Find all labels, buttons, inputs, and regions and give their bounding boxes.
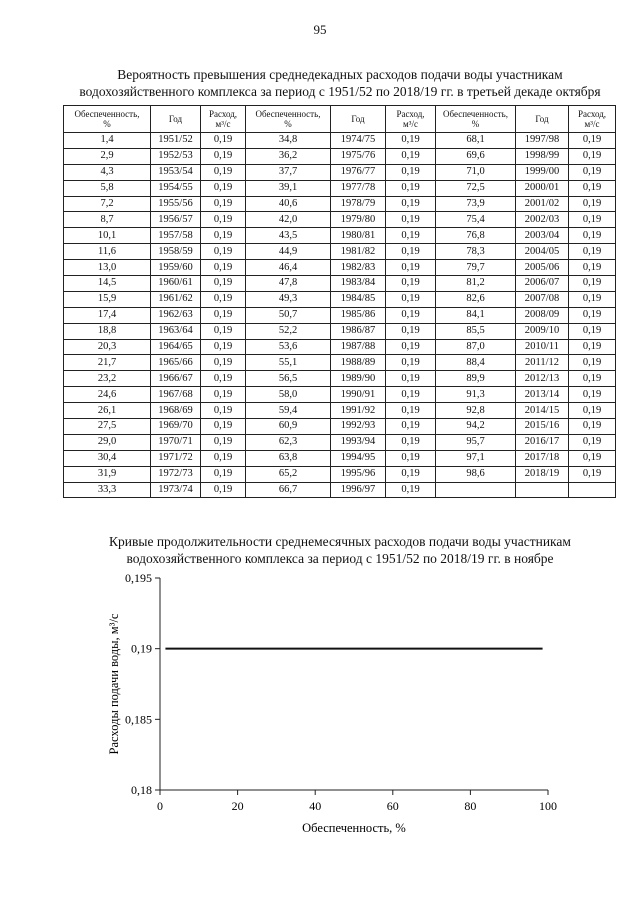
table-cell: 0,19 bbox=[569, 450, 616, 466]
table-cell: 1987/88 bbox=[331, 339, 386, 355]
column-header-line: Обеспеченность, bbox=[443, 109, 508, 119]
table-cell: 33,3 bbox=[64, 482, 151, 498]
table-cell: 1954/55 bbox=[151, 180, 201, 196]
table-row bbox=[64, 419, 616, 435]
table-cell: 68,1 bbox=[436, 133, 516, 149]
table-cell: 2006/07 bbox=[516, 276, 569, 292]
table-cell: 26,1 bbox=[64, 403, 151, 419]
table-cell bbox=[569, 482, 616, 498]
y-tick-label: 0,19 bbox=[131, 641, 152, 656]
column-header bbox=[386, 106, 436, 133]
table-cell: 0,19 bbox=[386, 260, 436, 276]
table-cell: 0,19 bbox=[201, 323, 246, 339]
table-cell: 2,9 bbox=[64, 148, 151, 164]
table-cell: 1963/64 bbox=[151, 323, 201, 339]
y-tick-label: 0,18 bbox=[131, 783, 152, 797]
table-cell: 1997/98 bbox=[516, 133, 569, 149]
table-cell: 0,19 bbox=[386, 291, 436, 307]
table-cell: 0,19 bbox=[386, 466, 436, 482]
table-cell bbox=[436, 482, 516, 498]
table-cell: 0,19 bbox=[569, 403, 616, 419]
table-row bbox=[64, 323, 616, 339]
table-cell: 0,19 bbox=[201, 212, 246, 228]
table-cell: 0,19 bbox=[569, 291, 616, 307]
table-cell: 0,19 bbox=[201, 434, 246, 450]
table-cell: 1999/00 bbox=[516, 164, 569, 180]
table-cell: 0,19 bbox=[569, 180, 616, 196]
table-cell: 2001/02 bbox=[516, 196, 569, 212]
table-cell: 1972/73 bbox=[151, 466, 201, 482]
table-cell: 21,7 bbox=[64, 355, 151, 371]
table-cell: 1984/85 bbox=[331, 291, 386, 307]
table-cell: 52,2 bbox=[246, 323, 331, 339]
table-cell: 1973/74 bbox=[151, 482, 201, 498]
table-cell: 0,19 bbox=[386, 196, 436, 212]
table-cell: 81,2 bbox=[436, 276, 516, 292]
table-row bbox=[64, 260, 616, 276]
table-title-line-2: водохозяйственного комплекса за период с 1951/52 по 2018/19 гг. в третьей декаде октября bbox=[79, 84, 601, 99]
table-row bbox=[64, 434, 616, 450]
table-cell: 2010/11 bbox=[516, 339, 569, 355]
table-cell: 1980/81 bbox=[331, 228, 386, 244]
table-cell: 85,5 bbox=[436, 323, 516, 339]
table-cell: 0,19 bbox=[386, 450, 436, 466]
table-cell: 2000/01 bbox=[516, 180, 569, 196]
table-cell: 2014/15 bbox=[516, 403, 569, 419]
table-cell: 2009/10 bbox=[516, 323, 569, 339]
table-row bbox=[64, 466, 616, 482]
table-cell: 94,2 bbox=[436, 419, 516, 435]
table-cell: 0,19 bbox=[569, 276, 616, 292]
x-tick-label: 40 bbox=[309, 799, 322, 813]
table-cell: 1983/84 bbox=[331, 276, 386, 292]
table-cell: 37,7 bbox=[246, 164, 331, 180]
table-cell: 0,19 bbox=[569, 307, 616, 323]
table-cell: 0,19 bbox=[201, 450, 246, 466]
table-cell: 0,19 bbox=[201, 291, 246, 307]
table-cell: 29,0 bbox=[64, 434, 151, 450]
table-cell: 1998/99 bbox=[516, 148, 569, 164]
table-cell: 0,19 bbox=[569, 244, 616, 260]
chart-title bbox=[60, 533, 620, 567]
table-cell: 1996/97 bbox=[331, 482, 386, 498]
table-cell: 0,19 bbox=[386, 148, 436, 164]
table-row bbox=[64, 482, 616, 498]
table-cell: 0,19 bbox=[569, 260, 616, 276]
table-cell: 1958/59 bbox=[151, 244, 201, 260]
table-cell: 2013/14 bbox=[516, 387, 569, 403]
table-cell: 20,3 bbox=[64, 339, 151, 355]
table-row bbox=[64, 133, 616, 149]
table-cell: 0,19 bbox=[201, 371, 246, 387]
table-cell: 0,19 bbox=[569, 371, 616, 387]
table-cell: 0,19 bbox=[386, 339, 436, 355]
column-header bbox=[436, 106, 516, 133]
table-cell: 11,6 bbox=[64, 244, 151, 260]
table-title bbox=[60, 66, 620, 100]
column-header-unit: м³/с bbox=[584, 119, 600, 129]
table-cell: 0,19 bbox=[201, 307, 246, 323]
table-cell: 92,8 bbox=[436, 403, 516, 419]
table-row bbox=[64, 148, 616, 164]
table-cell: 58,0 bbox=[246, 387, 331, 403]
table-cell: 42,0 bbox=[246, 212, 331, 228]
table-cell: 0,19 bbox=[569, 339, 616, 355]
table-cell: 0,19 bbox=[386, 307, 436, 323]
table-row bbox=[64, 164, 616, 180]
duration-curve-chart bbox=[0, 565, 640, 840]
table-cell: 10,1 bbox=[64, 228, 151, 244]
column-header bbox=[151, 106, 201, 133]
table-row bbox=[64, 212, 616, 228]
table-cell: 1957/58 bbox=[151, 228, 201, 244]
table-cell: 0,19 bbox=[201, 419, 246, 435]
table-cell: 1977/78 bbox=[331, 180, 386, 196]
table-cell: 2016/17 bbox=[516, 434, 569, 450]
table-cell: 66,7 bbox=[246, 482, 331, 498]
table-cell: 30,4 bbox=[64, 450, 151, 466]
table-cell: 40,6 bbox=[246, 196, 331, 212]
table-row bbox=[64, 196, 616, 212]
table-cell: 2007/08 bbox=[516, 291, 569, 307]
table-cell: 0,19 bbox=[569, 196, 616, 212]
table-cell: 47,8 bbox=[246, 276, 331, 292]
x-tick-label: 60 bbox=[386, 799, 399, 813]
table-cell: 2004/05 bbox=[516, 244, 569, 260]
table-cell: 88,4 bbox=[436, 355, 516, 371]
table-cell: 1979/80 bbox=[331, 212, 386, 228]
table-row bbox=[64, 450, 616, 466]
table-cell: 0,19 bbox=[386, 133, 436, 149]
table-cell: 44,9 bbox=[246, 244, 331, 260]
table-cell: 1956/57 bbox=[151, 212, 201, 228]
table-cell: 1951/52 bbox=[151, 133, 201, 149]
table-cell: 1952/53 bbox=[151, 148, 201, 164]
table-cell: 0,19 bbox=[569, 323, 616, 339]
table-cell: 1962/63 bbox=[151, 307, 201, 323]
table-cell: 97,1 bbox=[436, 450, 516, 466]
table-cell: 0,19 bbox=[569, 228, 616, 244]
table-cell: 63,8 bbox=[246, 450, 331, 466]
table-cell: 1966/67 bbox=[151, 371, 201, 387]
column-header bbox=[331, 106, 386, 133]
table-cell: 1965/66 bbox=[151, 355, 201, 371]
x-tick-label: 100 bbox=[539, 799, 557, 813]
table-cell: 0,19 bbox=[386, 276, 436, 292]
table-cell: 0,19 bbox=[569, 133, 616, 149]
table-cell: 0,19 bbox=[386, 180, 436, 196]
column-header bbox=[64, 106, 151, 133]
table-cell: 0,19 bbox=[201, 260, 246, 276]
table-cell: 0,19 bbox=[569, 212, 616, 228]
x-axis-label: Обеспеченность, % bbox=[302, 821, 406, 835]
y-tick-label: 0,195 bbox=[125, 571, 152, 585]
table-cell: 72,5 bbox=[436, 180, 516, 196]
column-header-line: Расход, bbox=[396, 109, 425, 119]
table-row bbox=[64, 339, 616, 355]
table-cell: 0,19 bbox=[386, 419, 436, 435]
table-cell: 0,19 bbox=[386, 482, 436, 498]
table-cell: 95,7 bbox=[436, 434, 516, 450]
column-header-unit: % bbox=[103, 119, 111, 129]
table-cell: 1993/94 bbox=[331, 434, 386, 450]
column-header-line: Год bbox=[351, 114, 365, 124]
table-cell: 0,19 bbox=[201, 196, 246, 212]
table-cell: 1985/86 bbox=[331, 307, 386, 323]
table-cell: 1,4 bbox=[64, 133, 151, 149]
table-cell: 0,19 bbox=[201, 228, 246, 244]
column-header-unit: % bbox=[284, 119, 292, 129]
table-cell: 69,6 bbox=[436, 148, 516, 164]
table-cell: 0,19 bbox=[386, 434, 436, 450]
table-cell: 1964/65 bbox=[151, 339, 201, 355]
table-cell: 13,0 bbox=[64, 260, 151, 276]
table-cell: 1992/93 bbox=[331, 419, 386, 435]
table-cell: 0,19 bbox=[201, 355, 246, 371]
table-cell: 55,1 bbox=[246, 355, 331, 371]
table-cell: 0,19 bbox=[569, 466, 616, 482]
table-row bbox=[64, 276, 616, 292]
table-cell: 2018/19 bbox=[516, 466, 569, 482]
table-cell: 50,7 bbox=[246, 307, 331, 323]
table-row bbox=[64, 244, 616, 260]
table-cell: 1982/83 bbox=[331, 260, 386, 276]
table-row bbox=[64, 307, 616, 323]
table-cell: 0,19 bbox=[386, 403, 436, 419]
column-header-line: Год bbox=[168, 114, 183, 124]
x-tick-label: 20 bbox=[231, 799, 244, 813]
table-cell: 1955/56 bbox=[151, 196, 201, 212]
table-cell: 0,19 bbox=[386, 355, 436, 371]
table-cell: 1994/95 bbox=[331, 450, 386, 466]
table-cell: 0,19 bbox=[201, 276, 246, 292]
table-cell: 1991/92 bbox=[331, 403, 386, 419]
table-cell: 2015/16 bbox=[516, 419, 569, 435]
table-cell: 1961/62 bbox=[151, 291, 201, 307]
table-cell: 23,2 bbox=[64, 371, 151, 387]
y-axis-label: Расходы подачи воды, м³/с bbox=[107, 613, 121, 755]
table-cell: 76,8 bbox=[436, 228, 516, 244]
table-cell: 0,19 bbox=[386, 164, 436, 180]
table-cell: 1969/70 bbox=[151, 419, 201, 435]
table-cell: 1968/69 bbox=[151, 403, 201, 419]
table-cell: 91,3 bbox=[436, 387, 516, 403]
table-cell: 18,8 bbox=[64, 323, 151, 339]
table-cell: 2012/13 bbox=[516, 371, 569, 387]
table-cell: 98,6 bbox=[436, 466, 516, 482]
table-cell: 60,9 bbox=[246, 419, 331, 435]
table-cell: 7,2 bbox=[64, 196, 151, 212]
table-cell: 0,19 bbox=[386, 212, 436, 228]
table-row bbox=[64, 387, 616, 403]
column-header-line: Обеспеченность, bbox=[74, 109, 140, 119]
table-cell: 46,4 bbox=[246, 260, 331, 276]
table-cell: 1981/82 bbox=[331, 244, 386, 260]
table-cell: 59,4 bbox=[246, 403, 331, 419]
table-cell: 79,7 bbox=[436, 260, 516, 276]
table-cell: 2003/04 bbox=[516, 228, 569, 244]
table-cell: 75,4 bbox=[436, 212, 516, 228]
table-row bbox=[64, 355, 616, 371]
column-header-unit: м³/с bbox=[215, 119, 231, 129]
table-cell: 36,2 bbox=[246, 148, 331, 164]
y-tick-label: 0,185 bbox=[125, 712, 152, 727]
table-cell: 0,19 bbox=[569, 148, 616, 164]
table-cell: 0,19 bbox=[201, 482, 246, 498]
column-header bbox=[246, 106, 331, 133]
table-row bbox=[64, 371, 616, 387]
table-cell: 0,19 bbox=[386, 228, 436, 244]
table-cell: 1974/75 bbox=[331, 133, 386, 149]
column-header-line: Год bbox=[535, 114, 549, 124]
table-cell: 17,4 bbox=[64, 307, 151, 323]
table-cell: 1971/72 bbox=[151, 450, 201, 466]
table-cell: 0,19 bbox=[201, 466, 246, 482]
table-cell: 0,19 bbox=[386, 371, 436, 387]
table-cell: 0,19 bbox=[201, 180, 246, 196]
table-cell: 0,19 bbox=[569, 355, 616, 371]
table-cell: 43,5 bbox=[246, 228, 331, 244]
column-header-unit: м³/с bbox=[403, 119, 418, 129]
table-cell: 71,0 bbox=[436, 164, 516, 180]
x-tick-label: 0 bbox=[157, 799, 163, 813]
table-cell: 0,19 bbox=[569, 419, 616, 435]
table-cell: 73,9 bbox=[436, 196, 516, 212]
table-cell: 0,19 bbox=[569, 164, 616, 180]
table-cell: 62,3 bbox=[246, 434, 331, 450]
table-cell: 1978/79 bbox=[331, 196, 386, 212]
table-cell: 31,9 bbox=[64, 466, 151, 482]
table-cell: 0,19 bbox=[201, 244, 246, 260]
chart-title-line-2: водохозяйственного комплекса за период с 1951/52 по 2018/19 гг. в ноябре bbox=[126, 551, 554, 566]
probability-table bbox=[63, 105, 616, 498]
table-cell: 0,19 bbox=[386, 323, 436, 339]
table-cell: 56,5 bbox=[246, 371, 331, 387]
table-cell: 2005/06 bbox=[516, 260, 569, 276]
table-cell: 84,1 bbox=[436, 307, 516, 323]
table-cell: 2011/12 bbox=[516, 355, 569, 371]
column-header bbox=[201, 106, 246, 133]
page-number: 95 bbox=[313, 22, 327, 37]
table-cell: 2002/03 bbox=[516, 212, 569, 228]
x-tick-label: 80 bbox=[464, 799, 477, 813]
column-header bbox=[569, 106, 616, 133]
table-cell: 87,0 bbox=[436, 339, 516, 355]
column-header bbox=[516, 106, 569, 133]
table-cell: 24,6 bbox=[64, 387, 151, 403]
column-header-line: Обеспеченность, bbox=[255, 109, 321, 119]
table-cell: 1967/68 bbox=[151, 387, 201, 403]
table-cell: 1960/61 bbox=[151, 276, 201, 292]
table-row bbox=[64, 228, 616, 244]
column-header-line: Расход, bbox=[577, 109, 607, 119]
table-cell: 34,8 bbox=[246, 133, 331, 149]
table-cell: 8,7 bbox=[64, 212, 151, 228]
table-cell: 4,3 bbox=[64, 164, 151, 180]
table-cell: 0,19 bbox=[201, 164, 246, 180]
table-cell: 15,9 bbox=[64, 291, 151, 307]
table-cell: 78,3 bbox=[436, 244, 516, 260]
table-cell: 0,19 bbox=[386, 244, 436, 260]
table-row bbox=[64, 291, 616, 307]
chart-title-line-1: Кривые продолжительности среднемесячных расходов подачи воды участникам bbox=[109, 534, 571, 549]
table-cell: 0,19 bbox=[569, 434, 616, 450]
table-cell: 0,19 bbox=[386, 387, 436, 403]
table-cell: 1988/89 bbox=[331, 355, 386, 371]
table-cell: 0,19 bbox=[201, 387, 246, 403]
column-header-unit: % bbox=[471, 119, 480, 129]
table-cell: 1975/76 bbox=[331, 148, 386, 164]
table-cell: 39,1 bbox=[246, 180, 331, 196]
table-row bbox=[64, 403, 616, 419]
table-cell: 0,19 bbox=[201, 148, 246, 164]
table-cell: 1976/77 bbox=[331, 164, 386, 180]
table-cell: 2008/09 bbox=[516, 307, 569, 323]
table-cell bbox=[516, 482, 569, 498]
table-row bbox=[64, 180, 616, 196]
table-cell: 1995/96 bbox=[331, 466, 386, 482]
column-header-line: Расход, bbox=[208, 109, 238, 119]
table-cell: 2017/18 bbox=[516, 450, 569, 466]
table-cell: 27,5 bbox=[64, 419, 151, 435]
table-cell: 5,8 bbox=[64, 180, 151, 196]
table-cell: 14,5 bbox=[64, 276, 151, 292]
table-cell: 53,6 bbox=[246, 339, 331, 355]
table-cell: 1953/54 bbox=[151, 164, 201, 180]
table-cell: 1986/87 bbox=[331, 323, 386, 339]
table-cell: 0,19 bbox=[201, 133, 246, 149]
table-header-row bbox=[64, 106, 616, 133]
table-cell: 1970/71 bbox=[151, 434, 201, 450]
table-cell: 89,9 bbox=[436, 371, 516, 387]
table-title-line-1: Вероятность превышения среднедекадных расходов подачи воды участникам bbox=[117, 67, 563, 82]
table-cell: 0,19 bbox=[569, 387, 616, 403]
table-cell: 49,3 bbox=[246, 291, 331, 307]
table-cell: 65,2 bbox=[246, 466, 331, 482]
table-cell: 1959/60 bbox=[151, 260, 201, 276]
table-cell: 0,19 bbox=[201, 403, 246, 419]
table-cell: 0,19 bbox=[201, 339, 246, 355]
table-cell: 1989/90 bbox=[331, 371, 386, 387]
table-cell: 1990/91 bbox=[331, 387, 386, 403]
table-cell: 82,6 bbox=[436, 291, 516, 307]
